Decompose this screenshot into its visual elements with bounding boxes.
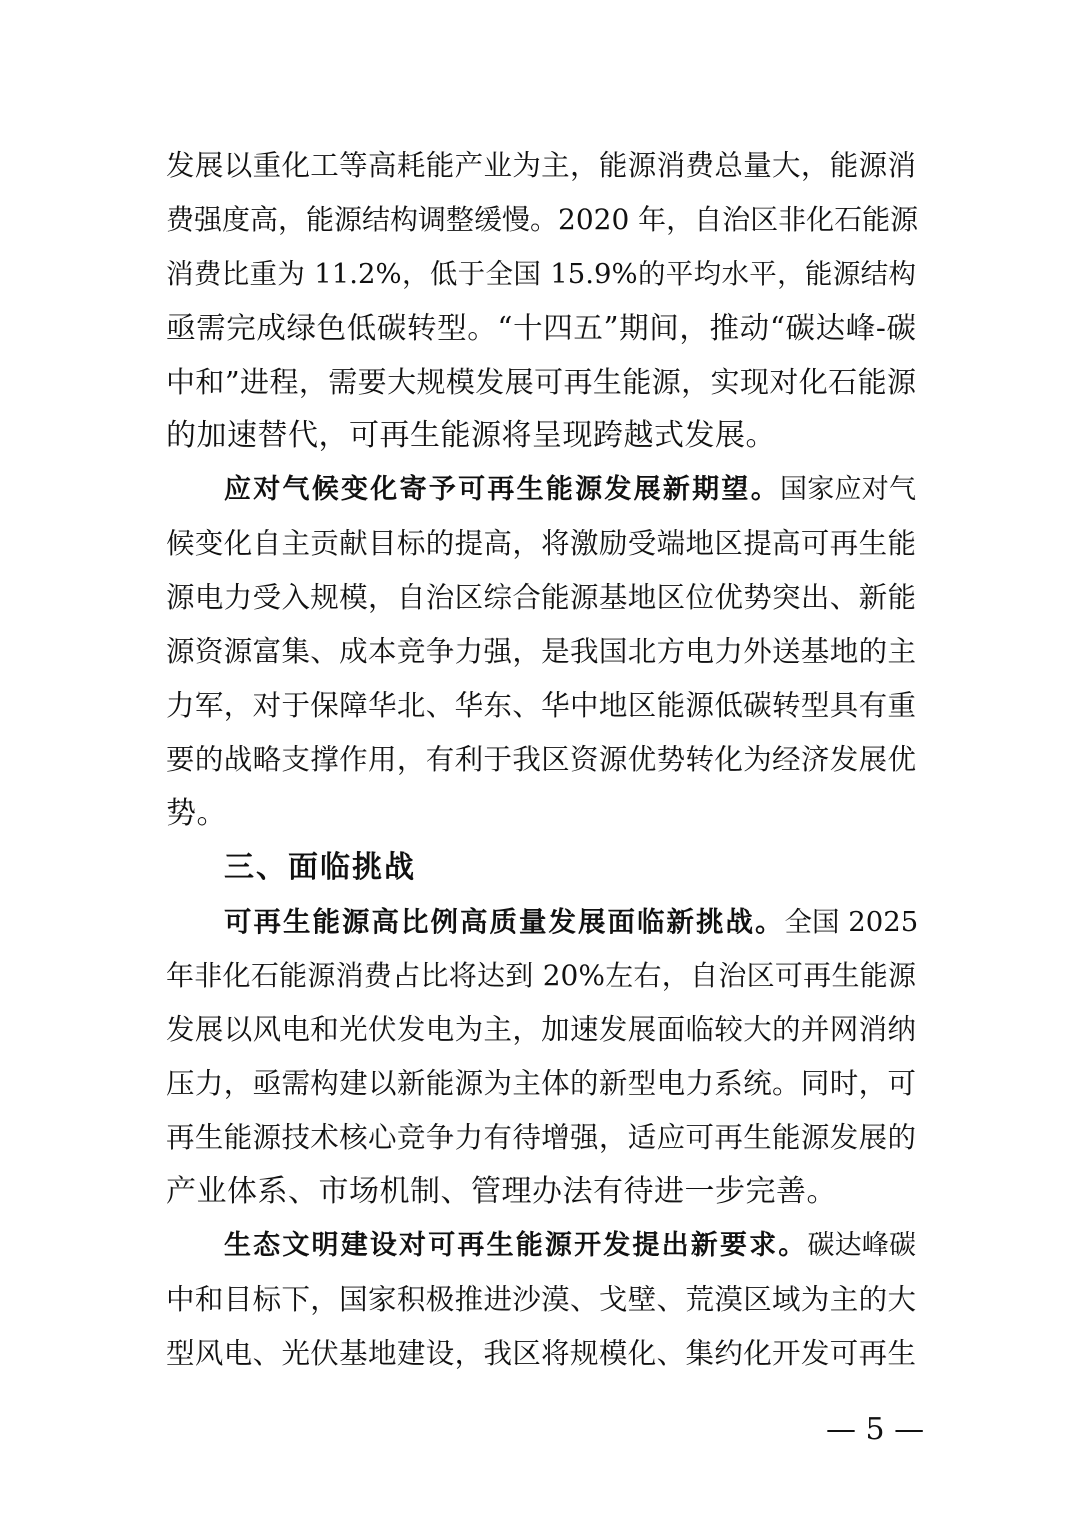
text-line: 中和目标下，国家积极推进沙漠、戈壁、荒漠区域为主的大: [166, 1283, 916, 1316]
text-line: 候变化自主贡献目标的提高，将激励受端地区提高可再生能: [166, 527, 916, 560]
text-line: 力军，对于保障华北、华东、华中地区能源低碳转型具有重: [166, 689, 916, 722]
text-line: 发展以风电和光伏发电为主，加速发展面临较大的并网消纳: [166, 1013, 916, 1046]
paragraph-lead-sentence: 应对气候变化寄予可再生能源发展新期望。: [224, 474, 780, 505]
text-line: 要的战略支撑作用，有利于我区资源优势转化为经济发展优: [166, 743, 916, 776]
paragraph-lead-line: [166, 463, 916, 517]
body-text: [166, 139, 919, 1381]
text-line: 再生能源技术核心竞争力有待增强，适应可再生能源发展的: [166, 1121, 916, 1154]
text-line: 源资源富集、成本竞争力强，是我国北方电力外送基地的主: [166, 635, 916, 668]
paragraph-lead-sentence: 可再生能源高比例高质量发展面临新挑战。: [224, 906, 785, 938]
text-line: 型风电、光伏基地建设，我区将规模化、集约化开发可再生: [166, 1337, 916, 1370]
paragraph-lead-line: [166, 1219, 916, 1273]
text-line: 产业体系、市场机制、管理办法有待进一步完善。: [166, 1174, 837, 1209]
section-heading: 三、面临挑战: [224, 850, 416, 885]
text-line: 年非化石能源消费占比将达到 20%左右，自治区可再生能源: [166, 959, 916, 992]
text-line: 源电力受入规模，自治区综合能源基地区位优势突出、新能: [166, 581, 916, 614]
text-line: 费强度高，能源结构调整缓慢。2020 年，自治区非化石能源: [166, 203, 919, 236]
paragraph-lead-rest: 全国 2025: [784, 906, 919, 938]
text-line: 的加速替代，可再生能源将呈现跨越式发展。: [166, 418, 776, 453]
text-line: 压力，亟需构建以新能源为主体的新型电力系统。同时，可: [166, 1067, 916, 1100]
text-line: 亟需完成绿色低碳转型。“十四五”期间，推动“碳达峰-碳: [166, 311, 916, 345]
text-line: 发展以重化工等高耗能产业为主，能源消费总量大，能源消: [166, 149, 916, 182]
paragraph-lead-sentence: 生态文明建设对可再生能源开发提出新要求。: [224, 1230, 808, 1261]
paragraph-lead-rest: 国家应对气: [779, 474, 917, 505]
text-line: 消费比重为 11.2%，低于全国 15.9%的平均水平，能源结构: [166, 258, 916, 290]
page-number: — 5 —: [826, 1412, 925, 1447]
paragraph-lead-rest: 碳达峰碳: [807, 1230, 917, 1261]
paragraph-lead-line: [166, 895, 919, 949]
text-line: 中和”进程，需要大规模发展可再生能源，实现对化石能源: [166, 365, 916, 399]
text-line: 势。: [166, 796, 227, 831]
